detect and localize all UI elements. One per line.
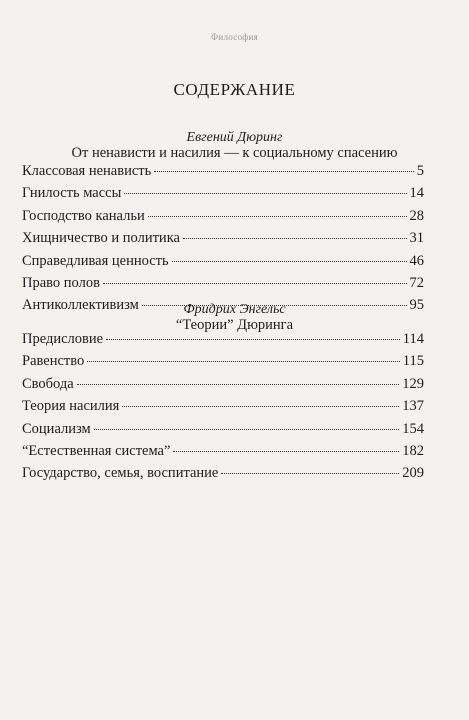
toc-label: Теория насилия bbox=[22, 398, 120, 415]
toc-page: 5 bbox=[416, 163, 424, 179]
toc-label: Гнилость массы bbox=[22, 185, 122, 202]
toc-label: Социализм bbox=[22, 420, 91, 437]
toc-row[interactable] bbox=[22, 421, 424, 443]
running-head: Философия bbox=[210, 32, 259, 42]
toc-label: Хищничество и политика bbox=[22, 230, 180, 247]
toc-page: 137 bbox=[402, 398, 424, 415]
toc-label: Право полов bbox=[22, 274, 100, 291]
toc-label: Государство, семья, воспитание bbox=[22, 465, 219, 482]
toc-row[interactable] bbox=[22, 185, 424, 207]
toc-page: 129 bbox=[402, 375, 424, 392]
toc-page: 115 bbox=[402, 353, 424, 370]
section2-author: Фридрих Энгельс bbox=[183, 302, 286, 317]
toc-row[interactable] bbox=[22, 253, 424, 275]
toc-page: 209 bbox=[402, 465, 424, 482]
toc-label: Справедливая ценность bbox=[22, 252, 169, 269]
page-title: СОДЕРЖАНИЕ bbox=[173, 80, 296, 99]
toc-label: Антиколлективизм bbox=[22, 297, 139, 314]
toc-row[interactable] bbox=[22, 208, 424, 230]
toc-label: Свобода bbox=[22, 375, 74, 392]
toc-row[interactable] bbox=[22, 230, 424, 252]
toc-row[interactable] bbox=[22, 398, 424, 420]
toc-page: 31 bbox=[409, 230, 424, 247]
toc-page: 46 bbox=[409, 252, 424, 269]
section2-subtitle: “Теории” Дюринга bbox=[175, 317, 294, 333]
toc-row[interactable] bbox=[22, 275, 424, 297]
toc-row[interactable] bbox=[22, 443, 424, 465]
toc-label: “Естественная система” bbox=[22, 442, 171, 459]
toc-row[interactable] bbox=[22, 331, 424, 353]
toc-label: Классовая ненависть bbox=[22, 163, 152, 179]
toc-page: 154 bbox=[402, 420, 424, 437]
toc-row[interactable] bbox=[22, 353, 424, 375]
section1-subtitle: От ненависти и насилия — к социальному спасению bbox=[71, 145, 398, 161]
toc-page: 95 bbox=[409, 297, 424, 314]
toc-page: 28 bbox=[409, 207, 424, 224]
section1-author: Евгений Дюринг bbox=[186, 130, 283, 145]
toc-row[interactable] bbox=[22, 465, 424, 487]
toc-page: 14 bbox=[409, 185, 424, 202]
toc-page: 72 bbox=[409, 274, 424, 291]
toc-row[interactable] bbox=[22, 376, 424, 398]
toc-label: Господство канальи bbox=[22, 207, 145, 224]
toc-section2 bbox=[22, 331, 424, 488]
toc-page: 114 bbox=[402, 331, 424, 347]
toc-section1 bbox=[22, 163, 424, 320]
toc-label: Равенство bbox=[22, 353, 85, 370]
toc-page: 182 bbox=[402, 442, 424, 459]
toc-row[interactable] bbox=[22, 163, 424, 185]
toc-label: Предисловие bbox=[22, 331, 104, 347]
